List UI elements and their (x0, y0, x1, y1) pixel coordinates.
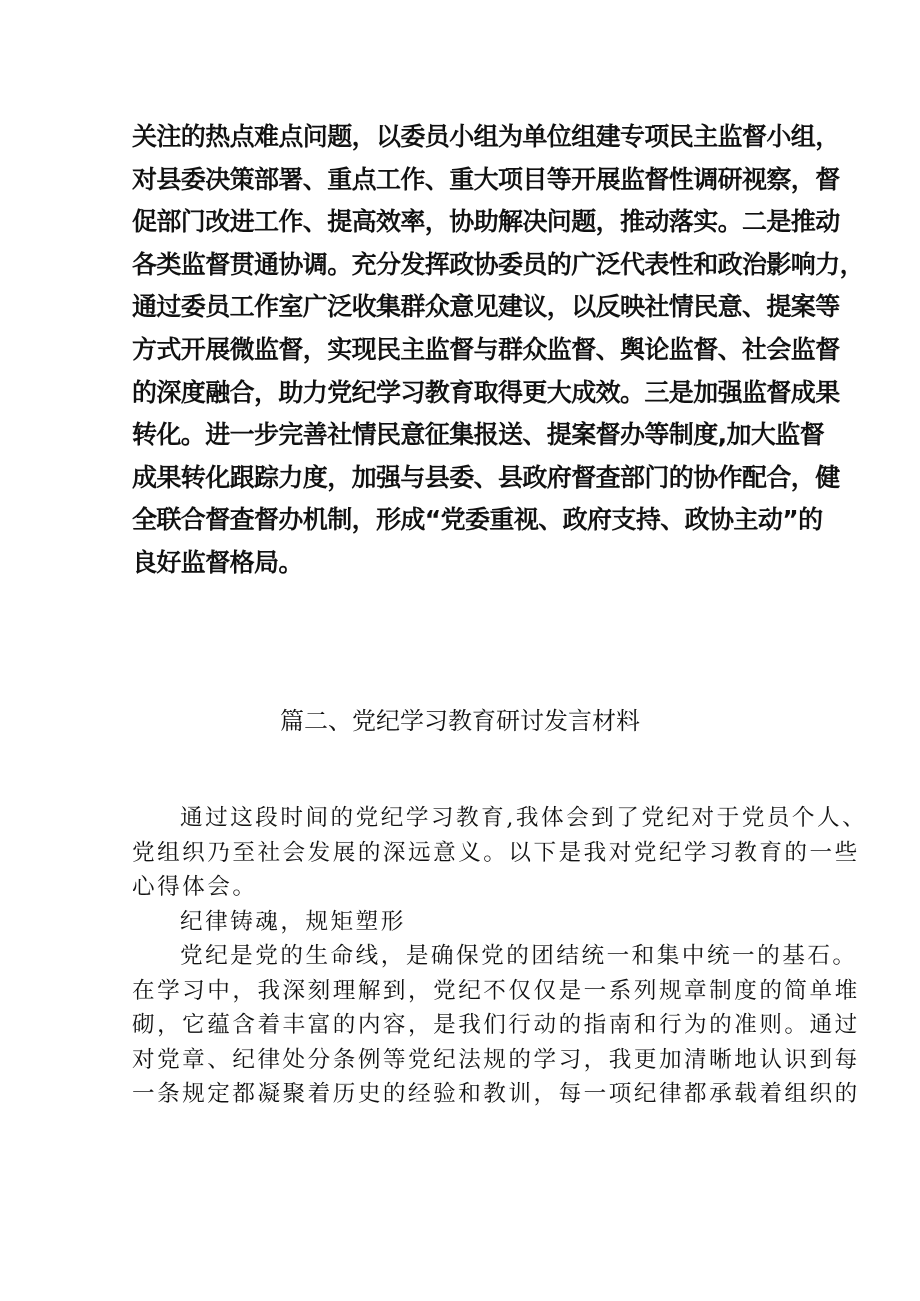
text-line: 关注的热点难点问题，以委员小组为单位组建专项民主监督小组， (132, 122, 840, 151)
text-line: 良好监督格局。 (132, 547, 303, 577)
text-line: 通过这段时间的党纪学习教育,我体会到了党纪对于党员个人、 (180, 805, 868, 831)
text-line: 方式开展微监督，实现民主监督与群众监督、舆论监督、社会监督 (132, 334, 840, 364)
text-line: 一条规定都凝聚着历史的经验和教训，每一项纪律都承载着组织的 (132, 1081, 860, 1107)
text-line: 促部门改进工作、提高效率，协助解决问题，推动落实。二是推动 (132, 207, 840, 237)
paragraph-continued (132, 116, 865, 585)
text-line: 各类监督贯通协调。充分发挥政协委员的广泛代表性和政治影响力， (132, 249, 865, 279)
section-heading: 篇二、党纪学习教育研讨发言材料 (280, 707, 640, 735)
text-line: 党组织乃至社会发展的深远意义。以下是我对党纪学习教育的一些 (132, 839, 860, 866)
text-line: 对党章、纪律处分条例等党纪法规的学习，我更加清晰地认识到每 (132, 1046, 860, 1073)
text-line: 成果转化跟踪力度，加强与县委、县政府督查部门的协作配合，健 (132, 462, 840, 492)
text-line: 全联合督查督办机制，形成“党委重视、政府支持、政协主动”的 (132, 505, 823, 535)
text-line: 心得体会。 (132, 874, 258, 900)
text-line: 党纪是党的生命线，是确保党的团结统一和集中统一的基石。 (180, 943, 858, 969)
text-line: 对县委决策部署、重点工作、重大项目等开展监督性调研视察，督 (132, 164, 840, 194)
text-line: 通过委员工作室广泛收集群众意见建议，以反映社情民意、提案等 (132, 292, 840, 322)
speech-body (132, 801, 868, 1112)
text-line: 在学习中，我深刻理解到，党纪不仅仅是一系列规章制度的简单堆 (132, 977, 860, 1004)
text-line: 的深度融合，助力党纪学习教育取得更大成效。三是加强监督成果 (132, 377, 840, 407)
text-line: 转化。进一步完善社情民意征集报送、提案督办等制度,加大监督 (132, 420, 825, 450)
text-line: 砌，它蕴含着丰富的内容，是我们行动的指南和行为的准则。通过 (132, 1012, 860, 1038)
subheading-line: 纪律铸魂，规矩塑形 (180, 908, 406, 935)
